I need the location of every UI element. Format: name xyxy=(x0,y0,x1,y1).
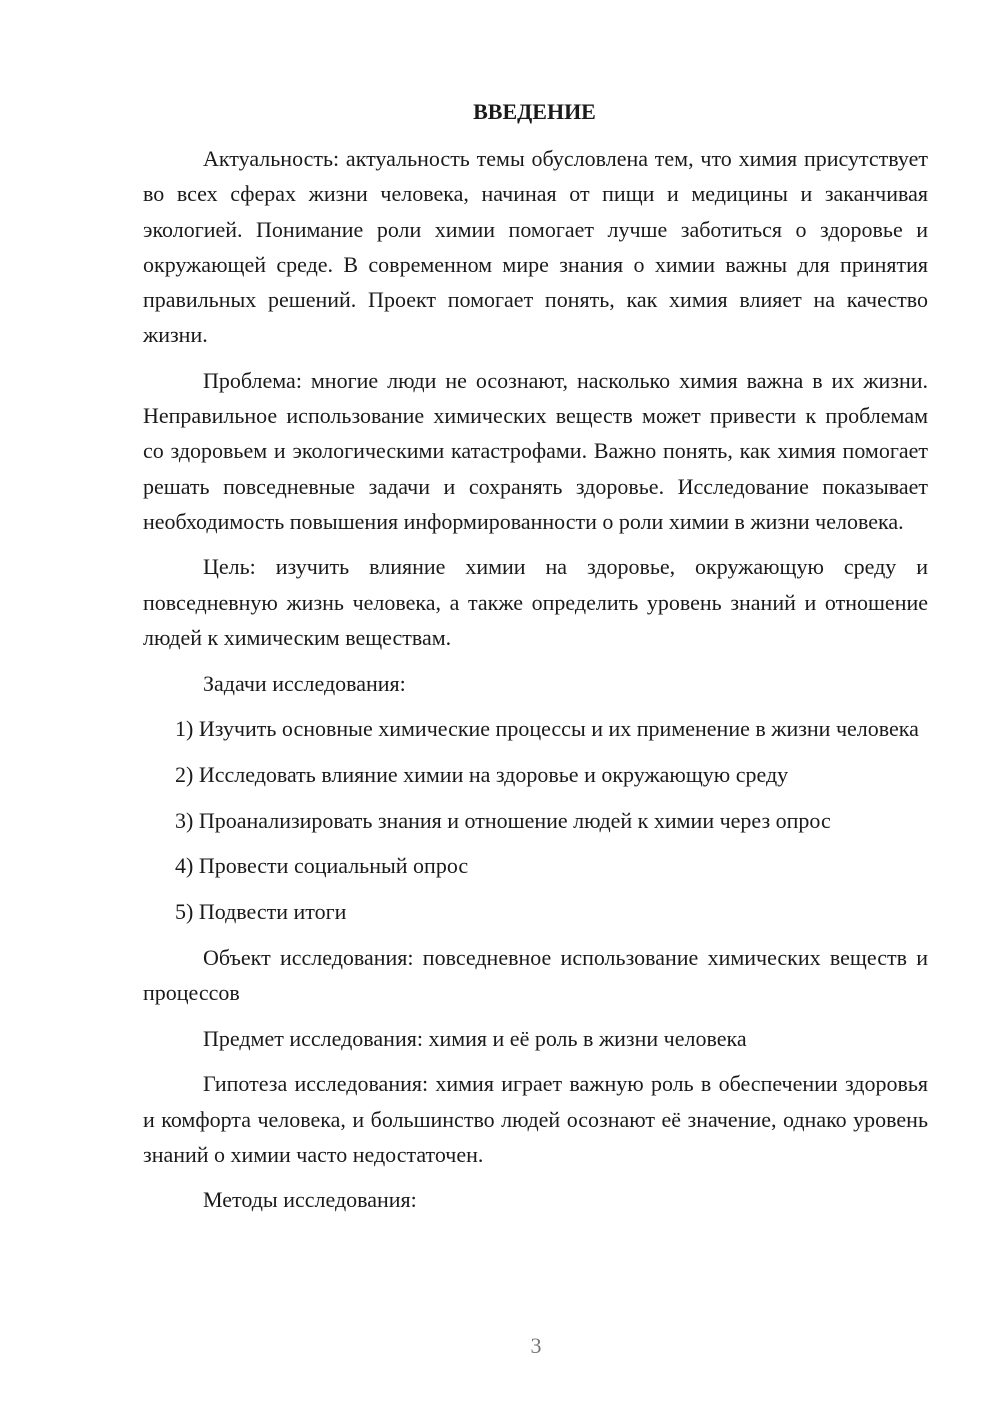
paragraph-hypothesis: Гипотеза исследования: химия играет важную роль в обеспечении здоровья и комфорта человека, и большинство людей осознают её значение, однако уровень знаний о химии часто недостаточен. xyxy=(143,1071,928,1167)
task-item: 5) Подвести итоги xyxy=(175,899,347,925)
methods-heading: Методы исследования: xyxy=(203,1187,417,1213)
paragraph-relevance: Актуальность: актуальность темы обусловлена тем, что химия присутствует во всех сферах жизни человека, начиная от пищи и медицины и заканчивая экологией. Понимание роли химии помогает лучше заботиться о здоровье и окружающей среде. В современном мире знания о химии важны для принятия правильных решений. Проект помогает понять, как химия влияет на качество жизни. xyxy=(143,146,928,348)
section-title: ВВЕДЕНИЕ xyxy=(473,99,596,124)
paragraph-goal: Цель: изучить влияние химии на здоровье, окружающую среду и повседневную жизнь человека, а также определить уровень знаний и отношение людей к химическим веществам. xyxy=(143,554,928,650)
page-number: 3 xyxy=(530,1333,542,1358)
paragraph-problem: Проблема: многие люди не осознают, насколько химия важна в их жизни. Неправильное использование химических веществ может привести к проблемам со здоровьем и экологическими катастрофами. Важно понять, как химия помогает решать повседневные задачи и сохранять здоровье. Исследование показывает необходимость повышения информированности о роли химии в жизни человека. xyxy=(143,367,928,534)
paragraph-subject: Предмет исследования: химия и её роль в жизни человека xyxy=(203,1025,747,1051)
task-item: 1) Изучить основные химические процессы и их применение в жизни человека xyxy=(175,716,919,742)
document-page xyxy=(143,94,928,1228)
task-item: 2) Исследовать влияние химии на здоровье и окружающую среду xyxy=(175,761,789,787)
tasks-heading: Задачи исследования: xyxy=(203,670,406,696)
task-item: 3) Проанализировать знания и отношение людей к химии через опрос xyxy=(175,807,831,833)
task-item: 4) Провести социальный опрос xyxy=(175,853,469,879)
paragraph-object: Объект исследования: повседневное использование химических веществ и процессов xyxy=(143,944,928,1005)
